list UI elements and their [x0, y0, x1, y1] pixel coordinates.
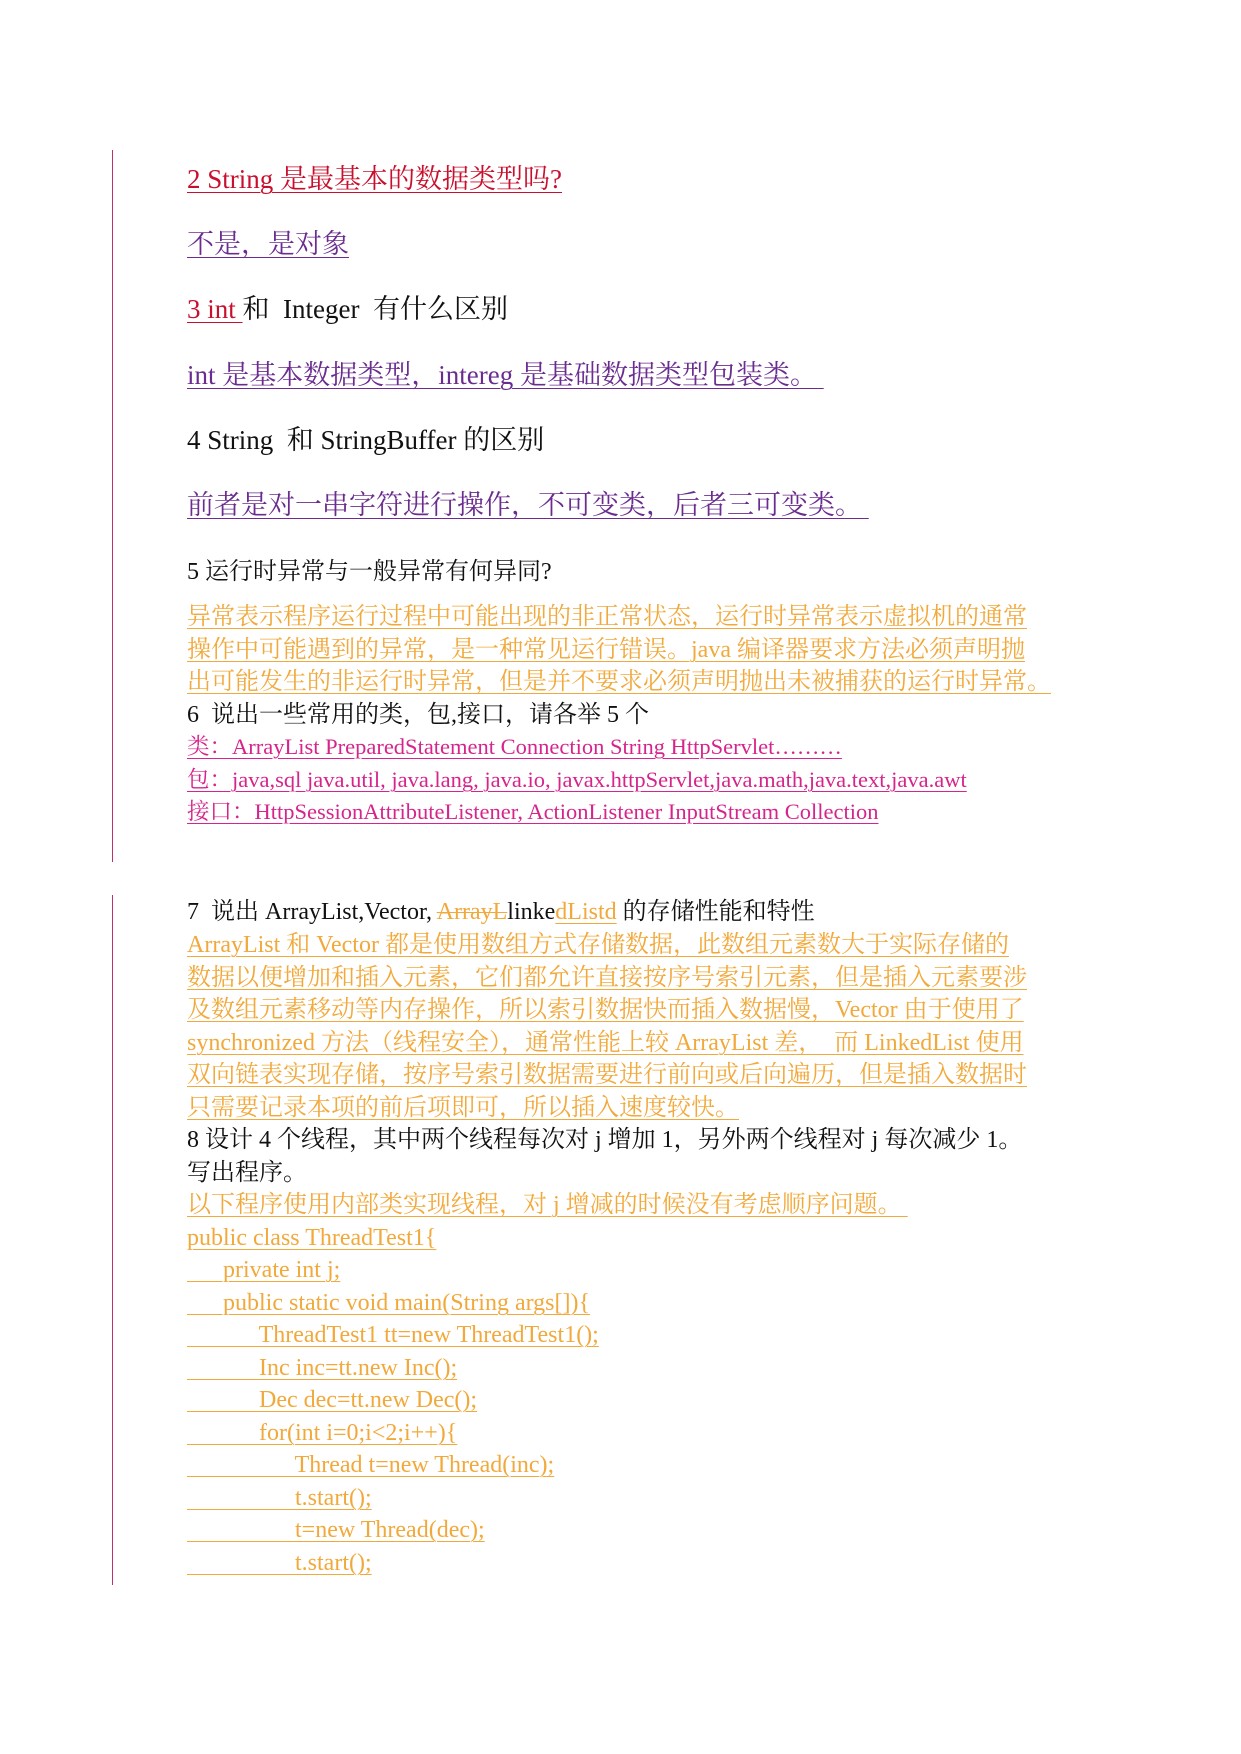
q3-number: 3 int [187, 294, 243, 324]
code-line: t.start(); [187, 1485, 372, 1511]
q8-note: 以下程序使用内部类实现线程，对 j 增减的时候没有考虑顺序问题。 [187, 1192, 908, 1218]
q7-title-prefix: 7 说出 ArrayList,Vector, [187, 899, 437, 925]
q4-title: 4 String 和 StringBuffer 的区别 [187, 425, 545, 455]
q5-answer-line: 异常表示程序运行过程中可能出现的非正常状态，运行时异常表示虚拟机的通常 [187, 604, 1027, 630]
q7-answer-line: 双向链表实现存储，按序号索引数据需要进行前向或后向遍历，但是插入数据时 [187, 1062, 1027, 1088]
change-bar [112, 895, 113, 1125]
q7-answer-line: ArrayList 和 Vector 都是使用数组方式存储数据，此数组元素数大于实际存储的 [187, 932, 1009, 958]
q4-answer: 前者是对一串字符进行操作，不可变类，后者三可变类。 [187, 490, 869, 520]
q7-answer-line: 数据以便增加和插入元素，它们都允许直接按序号索引元素，但是插入元素要涉 [187, 965, 1027, 991]
code-line: ThreadTest1 tt=new ThreadTest1(); [187, 1322, 599, 1348]
q3-answer: int 是基本数据类型，intereg 是基础数据类型包装类。 [187, 360, 824, 390]
q6-classes: 类：ArrayList PreparedStatement Connection String HttpServlet……… [187, 734, 842, 759]
q5-answer-line: 出可能发生的非运行时异常，但是并不要求必须声明抛出未被捕获的运行时异常。 [187, 669, 1051, 695]
code-line: public static void main(String args[]){ [187, 1290, 591, 1316]
q6-title: 6 说出一些常用的类，包,接口，请各举 5 个 [187, 702, 649, 728]
q6-interfaces: 接口：HttpSessionAttributeListener, ActionListener InputStream Collection [187, 799, 879, 824]
q7-title-suffix: 的存储性能和特性 [616, 899, 815, 925]
code-line: t.start(); [187, 1550, 372, 1576]
q3-title [187, 296, 508, 323]
q7-answer-line: synchronized 方法（线程安全），通常性能上较 ArrayList 差， 而 LinkedList 使用 [187, 1030, 1024, 1056]
q7-deleted-text: ArrayL [436, 899, 508, 925]
change-bar [112, 150, 113, 862]
q2-answer: 不是，是对象 [187, 229, 349, 259]
q8-title-line: 8 设计 4 个线程，其中两个线程每次对 j 增加 1，另外两个线程对 j 每次减少 1。 [187, 1127, 1023, 1153]
q8-title-line: 写出程序。 [187, 1160, 307, 1186]
code-line: Inc inc=tt.new Inc(); [187, 1355, 458, 1381]
q2-title: 2 String 是最基本的数据类型吗? [187, 164, 562, 194]
code-line: public class ThreadTest1{ [187, 1225, 437, 1251]
q5-title: 5 运行时异常与一般异常有何异同? [187, 559, 552, 585]
code-line: for(int i=0;i<2;i++){ [187, 1420, 458, 1446]
q7-title [187, 900, 815, 924]
code-line: Dec dec=tt.new Dec(); [187, 1387, 478, 1413]
code-line: t=new Thread(dec); [187, 1517, 485, 1543]
q3-title-text: 和 Integer 有什么区别 [242, 294, 508, 324]
q5-answer-line: 操作中可能遇到的异常，是一种常见运行错误。java 编译器要求方法必须声明抛 [187, 637, 1025, 663]
code-line: private int j; [187, 1257, 341, 1283]
q6-packages: 包：java,sql java.util, java.lang, java.io, javax.httpServlet,java.math,java.text,java.awt [187, 767, 967, 792]
q7-answer-line: 只需要记录本项的前后项即可，所以插入速度较快。 [187, 1095, 739, 1121]
q7-inserted-text: dListd [555, 899, 617, 925]
code-line: Thread t=new Thread(inc); [187, 1452, 555, 1478]
change-bar [112, 1125, 113, 1585]
q7-title-mid: linke [507, 899, 556, 925]
q7-answer-line: 及数组元素移动等内存操作，所以索引数据快而插入数据慢，Vector 由于使用了 [187, 997, 1024, 1023]
